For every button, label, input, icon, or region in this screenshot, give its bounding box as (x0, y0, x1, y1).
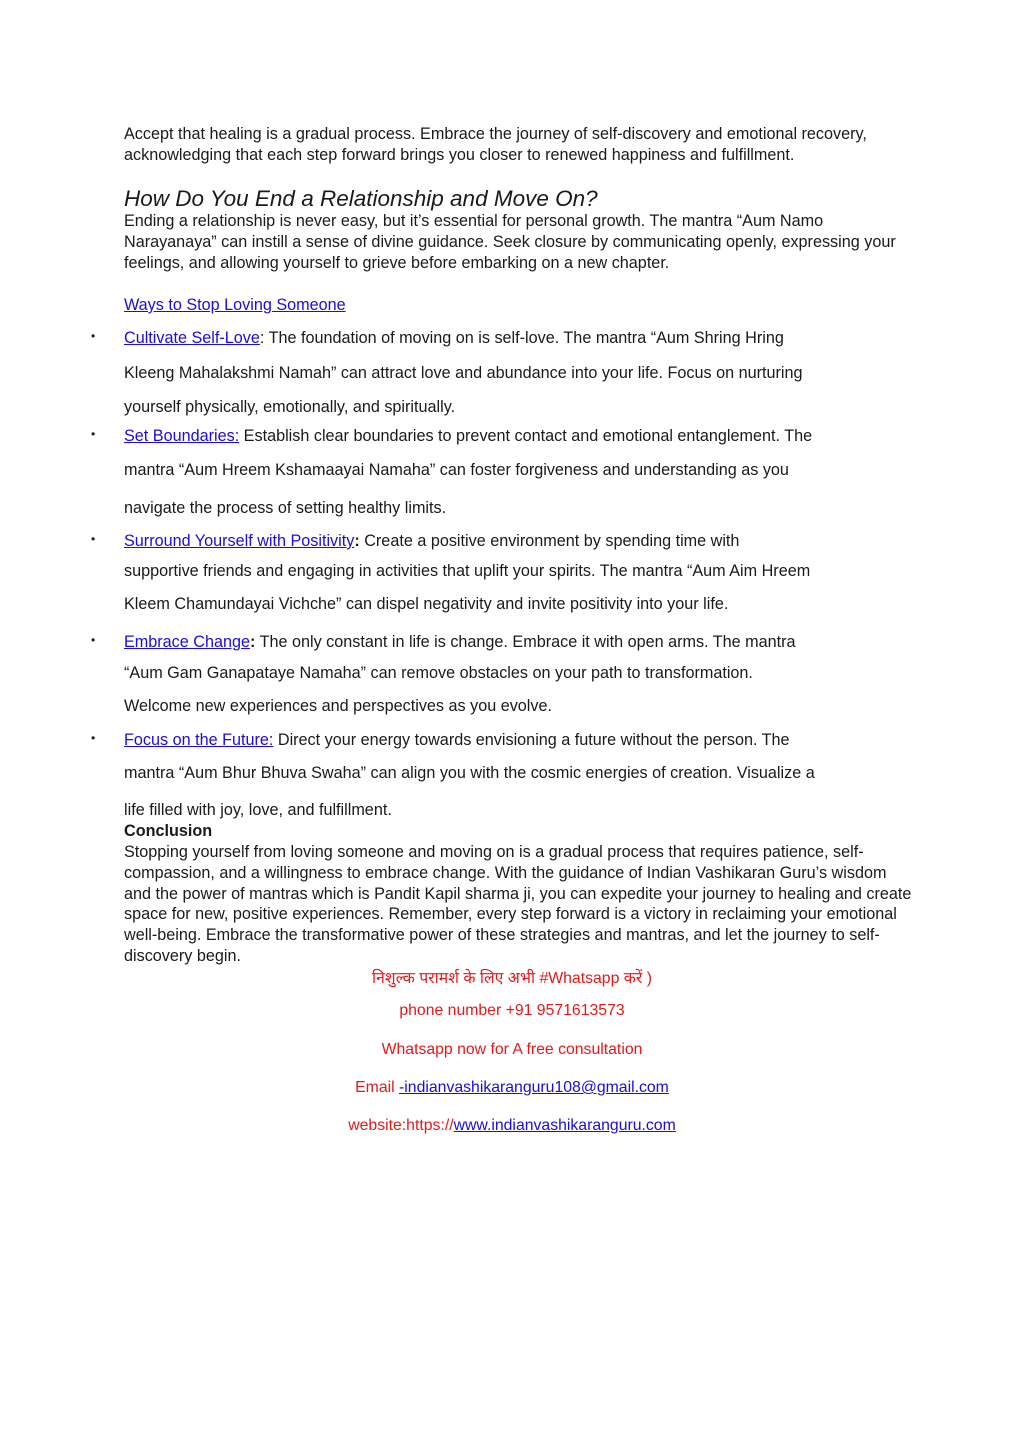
email-label: Email (355, 1079, 400, 1096)
set-boundaries-link[interactable]: Set Boundaries: (124, 427, 240, 445)
bullet-icon: • (91, 329, 96, 343)
item-text: Kleem Chamundayai Vichche” can dispel negativity and invite positivity into your life. (124, 595, 729, 613)
ways-link-line (124, 295, 904, 316)
phone-line: phone number +91 9571613573 (399, 1002, 625, 1019)
embrace-change-link[interactable]: Embrace Change (124, 633, 250, 651)
item-separator: : (259, 329, 265, 347)
website-line (0, 1117, 1024, 1135)
item-text: mantra “Aum Bhur Bhuva Swaha” can align you with the cosmic energies of creation. Visualize a (124, 764, 815, 782)
item-text: Kleeng Mahalakshmi Namah” can attract love and abundance into your life. Focus on nurturing (124, 364, 803, 382)
item-text: Welcome new experiences and perspectives as you evolve. (124, 697, 552, 715)
ways-to-stop-loving-link[interactable]: Ways to Stop Loving Someone (124, 296, 346, 314)
item-text: navigate the process of setting healthy limits. (124, 499, 447, 517)
bullet-icon: • (91, 427, 96, 441)
focus-on-future-link[interactable]: Focus on the Future: (124, 731, 274, 749)
intro-paragraph: Accept that healing is a gradual process. Embrace the journey of self-discovery and emotional recovery, acknowledging that each step forward brings you closer to renewed happiness and fulfillment. (124, 125, 867, 164)
item-text: Direct your energy towards envisioning a future without the person. The (273, 731, 790, 749)
item-text: life filled with joy, love, and fulfillment. (124, 801, 392, 819)
item-text: Create a positive environment by spending time with (359, 532, 740, 550)
website-label: website:https:// (348, 1117, 454, 1134)
item-separator: : (354, 532, 360, 550)
item-text: “Aum Gam Ganapataye Namaha” can remove obstacles on your path to transformation. (124, 664, 753, 682)
surround-positivity-link[interactable]: Surround Yourself with Positivity (124, 532, 355, 550)
email-link[interactable]: -indianvashikaranguru108@gmail.com (399, 1079, 669, 1096)
cultivate-self-love-link[interactable]: Cultivate Self-Love (124, 329, 260, 347)
consult-line: निशुल्क परामर्श के लिए अभी #Whatsapp करें ) (372, 970, 652, 987)
whatsapp-line: Whatsapp now for A free consultation (381, 1041, 643, 1058)
item-text: supportive friends and engaging in activities that uplift your spirits. The mantra “Aum Aim Hreem (124, 562, 811, 580)
conclusion-heading: Conclusion (124, 822, 213, 840)
item-text: Establish clear boundaries to prevent contact and emotional entanglement. The (239, 427, 813, 445)
item-separator: : (249, 633, 256, 651)
item-text: yourself physically, emotionally, and spiritually. (124, 398, 456, 416)
section-paragraph: Ending a relationship is never easy, but it’s essential for personal growth. The mantra “Aum Namo Narayanaya” can instill a sense of divine guidance. Seek closure by communicating openly, expressing your feelings, and allowing yourself to grieve before embarking on a new chapter. (124, 212, 896, 272)
bullet-icon: • (91, 731, 96, 745)
item-text: mantra “Aum Hreem Kshamaayai Namaha” can foster forgiveness and understanding as you (124, 461, 789, 479)
bullet-icon: • (91, 633, 96, 647)
bullet-icon: • (91, 532, 96, 546)
section-heading: How Do You End a Relationship and Move On? (124, 186, 598, 211)
email-line (0, 1079, 1024, 1097)
item-text: The only constant in life is change. Embrace it with open arms. The mantra (255, 633, 796, 651)
conclusion-paragraph: Stopping yourself from loving someone and moving on is a gradual process that requires patience, self-compassion, and a willingness to embrace change. With the guidance of Indian Vashikaran Guru’s wisdom and the power of mantras which is Pandit Kapil sharma ji, you can expedite your journey to healing and create space for new, positive experiences. Remember, every step forward is a victory in reclaiming your emotional well-being. Embrace the transformative power of these strategies and mantras, and let the journey to self-discovery begin. (124, 843, 912, 965)
item-text: The foundation of moving on is self-love. The mantra “Aum Shring Hring (264, 329, 784, 347)
website-link[interactable]: www.indianvashikaranguru.com (453, 1117, 676, 1134)
